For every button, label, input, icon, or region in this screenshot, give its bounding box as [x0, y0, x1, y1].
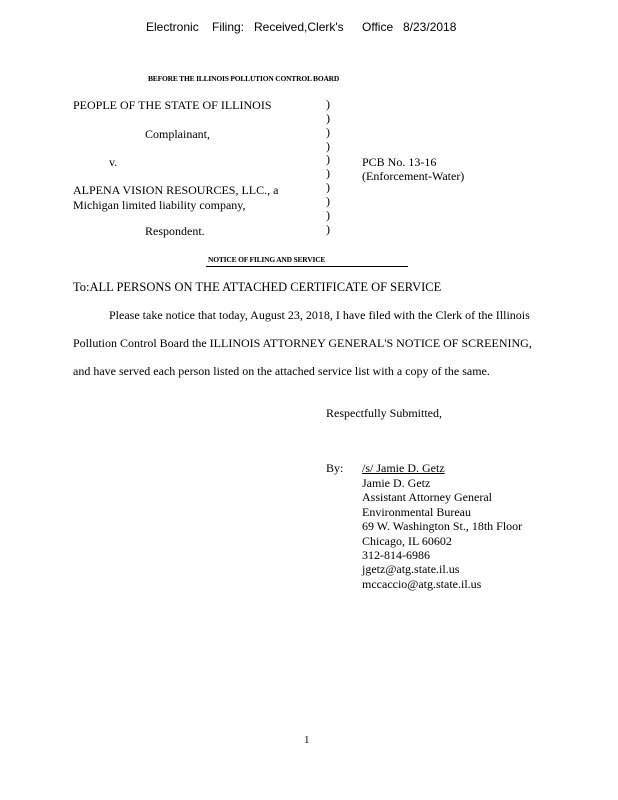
- respondent-name-line2: Michigan limited liability company,: [73, 198, 246, 212]
- signer-bureau: Environmental Bureau: [362, 504, 471, 519]
- notice-title: NOTICE OF FILING AND SERVICE: [208, 255, 326, 264]
- body-line-2: Pollution Control Board the ILLINOIS ATTORNEY GENERAL'S NOTICE OF SCREENING,: [73, 336, 532, 350]
- paren: ): [326, 124, 330, 139]
- signer-city: Chicago, IL 60602: [362, 533, 452, 548]
- by-label: By:: [326, 461, 344, 475]
- header-electronic: Electronic: [146, 20, 199, 34]
- paren: ): [326, 180, 330, 195]
- respondent-label: Respondent.: [145, 224, 205, 238]
- body-line-1: Please take notice that today, August 23, 2018, I have filed with the Clerk of the Illinois: [109, 308, 530, 322]
- paren: ): [326, 152, 330, 167]
- paren: ): [326, 221, 330, 236]
- case-number: PCB No. 13-16: [362, 155, 437, 169]
- board-title: BEFORE THE ILLINOIS POLLUTION CONTROL BOARD: [148, 74, 340, 83]
- closing-text: Respectfully Submitted,: [326, 406, 442, 420]
- header-date: 8/23/2018: [403, 20, 457, 34]
- paren: ): [326, 97, 330, 111]
- header-office: Office: [362, 20, 394, 34]
- signer-street: 69 W. Washington St., 18th Floor: [362, 519, 523, 534]
- electronic-signature: /s/ Jamie D. Getz: [362, 461, 445, 475]
- body-line-3: and have served each person listed on the attached service list with a copy of the same.: [73, 364, 490, 378]
- paren: ): [326, 166, 330, 181]
- header-filing: Filing:: [212, 20, 245, 34]
- paren: ): [326, 110, 330, 125]
- signer-title: Assistant Attorney General: [362, 490, 492, 505]
- signer-phone: 312-814-6986: [362, 548, 430, 563]
- case-type: (Enforcement-Water): [362, 169, 465, 183]
- caption-parentheses: [326, 98, 330, 236]
- signature-block: [362, 476, 522, 591]
- signer-name: Jamie D. Getz: [362, 476, 431, 490]
- to-line: To:ALL PERSONS ON THE ATTACHED CERTIFICATE OF SERVICE: [73, 280, 442, 294]
- signer-email: jgetz@atg.state.il.us: [362, 562, 460, 577]
- signer-email: mccaccio@atg.state.il.us: [362, 576, 482, 591]
- notice-title-rule: [206, 266, 408, 267]
- paren: ): [326, 193, 330, 208]
- paren: ): [326, 138, 330, 153]
- header-received: Received,Clerk's: [254, 20, 344, 34]
- paren: ): [326, 207, 330, 222]
- versus-label: v.: [109, 155, 118, 169]
- respondent-name-line1: ALPENA VISION RESOURCES, LLC., a: [73, 183, 279, 197]
- page-number: 1: [304, 734, 310, 746]
- plaintiff-name: PEOPLE OF THE STATE OF ILLINOIS: [73, 98, 272, 112]
- complainant-label: Complainant,: [145, 127, 210, 141]
